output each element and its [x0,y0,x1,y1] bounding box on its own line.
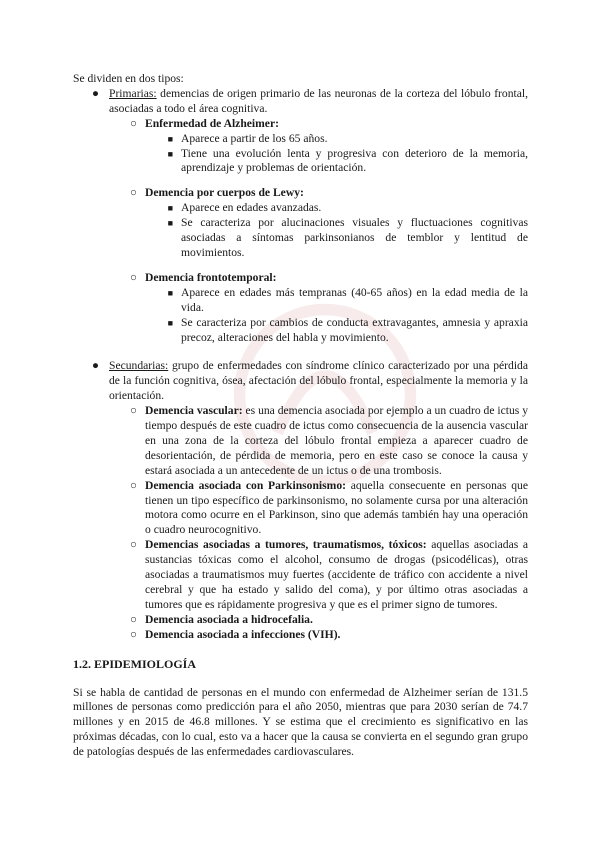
list-item [73,286,528,316]
item-title: Demencia asociada a infecciones (VIH). [145,627,341,641]
intro-text: Se dividen en dos tipos: [73,72,184,85]
item-text: Se caracteriza por cambios de conducta extravagantes, amnesia y apraxia precoz, alteraciones del habla y movimiento. [181,315,528,344]
square-bullet-icon: ■ [167,218,173,229]
circle-bullet-icon: ○ [129,270,137,284]
circle-bullet-icon: ○ [129,538,137,552]
square-bullet-icon: ■ [167,317,173,328]
list-item-lewy [73,186,528,201]
square-bullet-icon: ■ [167,203,173,214]
item-text: Aparece en edades más tempranas (40-65 años) en la edad media de la vida. [181,285,528,314]
document-page [73,72,528,760]
item-title: Demencia por cuerpos de Lewy: [145,186,304,200]
list-item [73,404,528,479]
list-item [73,132,528,147]
epidemiologia-paragraph: Si se habla de cantidad de personas en el mundo con enfermedad de Alzheimer serían de 131.5 millones de personas como predicción para el año 2050, mientras que para 2030 serían de 74.7 millones y en 2015 de 46.8 millones. Y se estima que el crecimiento es significativo en las próximas décadas, con lo cual, esto va a hacer que la causa se convierta en el segundo gran grupo de patologías después de las enfermedades cardiovasculares. [73,685,528,759]
item-text: aquella consecuente en personas que tienen un tipo específico de parkinsonismo, no solamente cursa por una alteración motora como ocurre en el Parkinson, sino que además también hay una operación o cuadro neurocognitivo. [145,478,528,537]
list-item [73,201,528,216]
section-heading: 1.2. EPIDEMIOLOGÍA [73,656,197,671]
item-title: Demencia frontotemporal: [145,270,277,284]
list-item [73,628,528,643]
bullet-icon: ● [91,86,99,100]
square-bullet-icon: ■ [167,287,173,298]
item-title: Enfermedad de Alzheimer: [145,116,279,130]
circle-bullet-icon: ○ [129,627,137,641]
circle-bullet-icon: ○ [129,404,137,418]
list-item-alzheimer [73,117,528,132]
list-item [73,479,528,539]
list-item [73,216,528,261]
square-bullet-icon: ■ [167,148,173,159]
list-item [73,316,528,346]
item-text: Se caracteriza por alucinaciones visuales y fluctuaciones cognitivas asociadas a síntomas parkinsonianos de temblor y lentitud de movimientos. [181,216,528,259]
list-item [73,613,528,628]
primarias-text: demencias de origen primario de las neuronas de la corteza del lóbulo frontal, asociadas a todo el área cognitiva. [109,86,528,115]
item-title: Demencia asociada con Parkinsonismo: [145,478,346,492]
list-item-primarias [73,87,528,117]
list-item [73,538,528,613]
item-title: Demencia asociada a hidrocefalia. [145,612,313,626]
list-item-secundarias [73,359,528,404]
item-text: Aparece en edades avanzadas. [181,201,322,215]
square-bullet-icon: ■ [167,133,173,144]
item-text: Tiene una evolución lenta y progresiva con deterioro de la memoria, aprendizaje y problemas de orientación. [181,146,528,175]
item-text: aquellas asociadas a sustancias tóxicas como el alcohol, consumo de drogas (psicodélicas), otras asociadas a traumatismos muy fuertes (accidente de tráfico con accidente a nivel cerebral y que ha estado y salido del coma), y por último otras asociadas a tumores que es rápidamente progresiva y que es el primer signo de tumores. [145,538,528,611]
primarias-label: Primarias: [109,86,157,100]
list-item [73,147,528,177]
item-title: Demencias asociadas a tumores, traumatismos, tóxicos: [145,538,427,552]
secundarias-label: Secundarias: [109,359,169,373]
secundarias-text: grupo de enfermedades con síndrome clínico caracterizado por una pérdida de la función cognitiva, ósea, afectación del lóbulo frontal, especialmente la memoria y la orientación. [109,359,528,403]
item-title: Demencia vascular: [145,404,243,418]
circle-bullet-icon: ○ [129,116,137,130]
circle-bullet-icon: ○ [129,478,137,492]
item-text: Aparece a partir de los 65 años. [181,131,328,145]
circle-bullet-icon: ○ [129,186,137,200]
circle-bullet-icon: ○ [129,612,137,626]
item-text: es una demencia asociada por ejemplo a un cuadro de ictus y tiempo después de este cuadro de ictus como consecuencia de la ausencia vascular en una zona de la corteza del lóbulo frontal empieza a aparecer cuadro de desorientación, de pérdida de memoria, pero en este caso se conoce la causa y estará asociada a un antecedente de un ictus o de una trombosis. [145,404,528,477]
list-item-frontotemporal [73,271,528,286]
bullet-icon: ● [91,359,99,373]
